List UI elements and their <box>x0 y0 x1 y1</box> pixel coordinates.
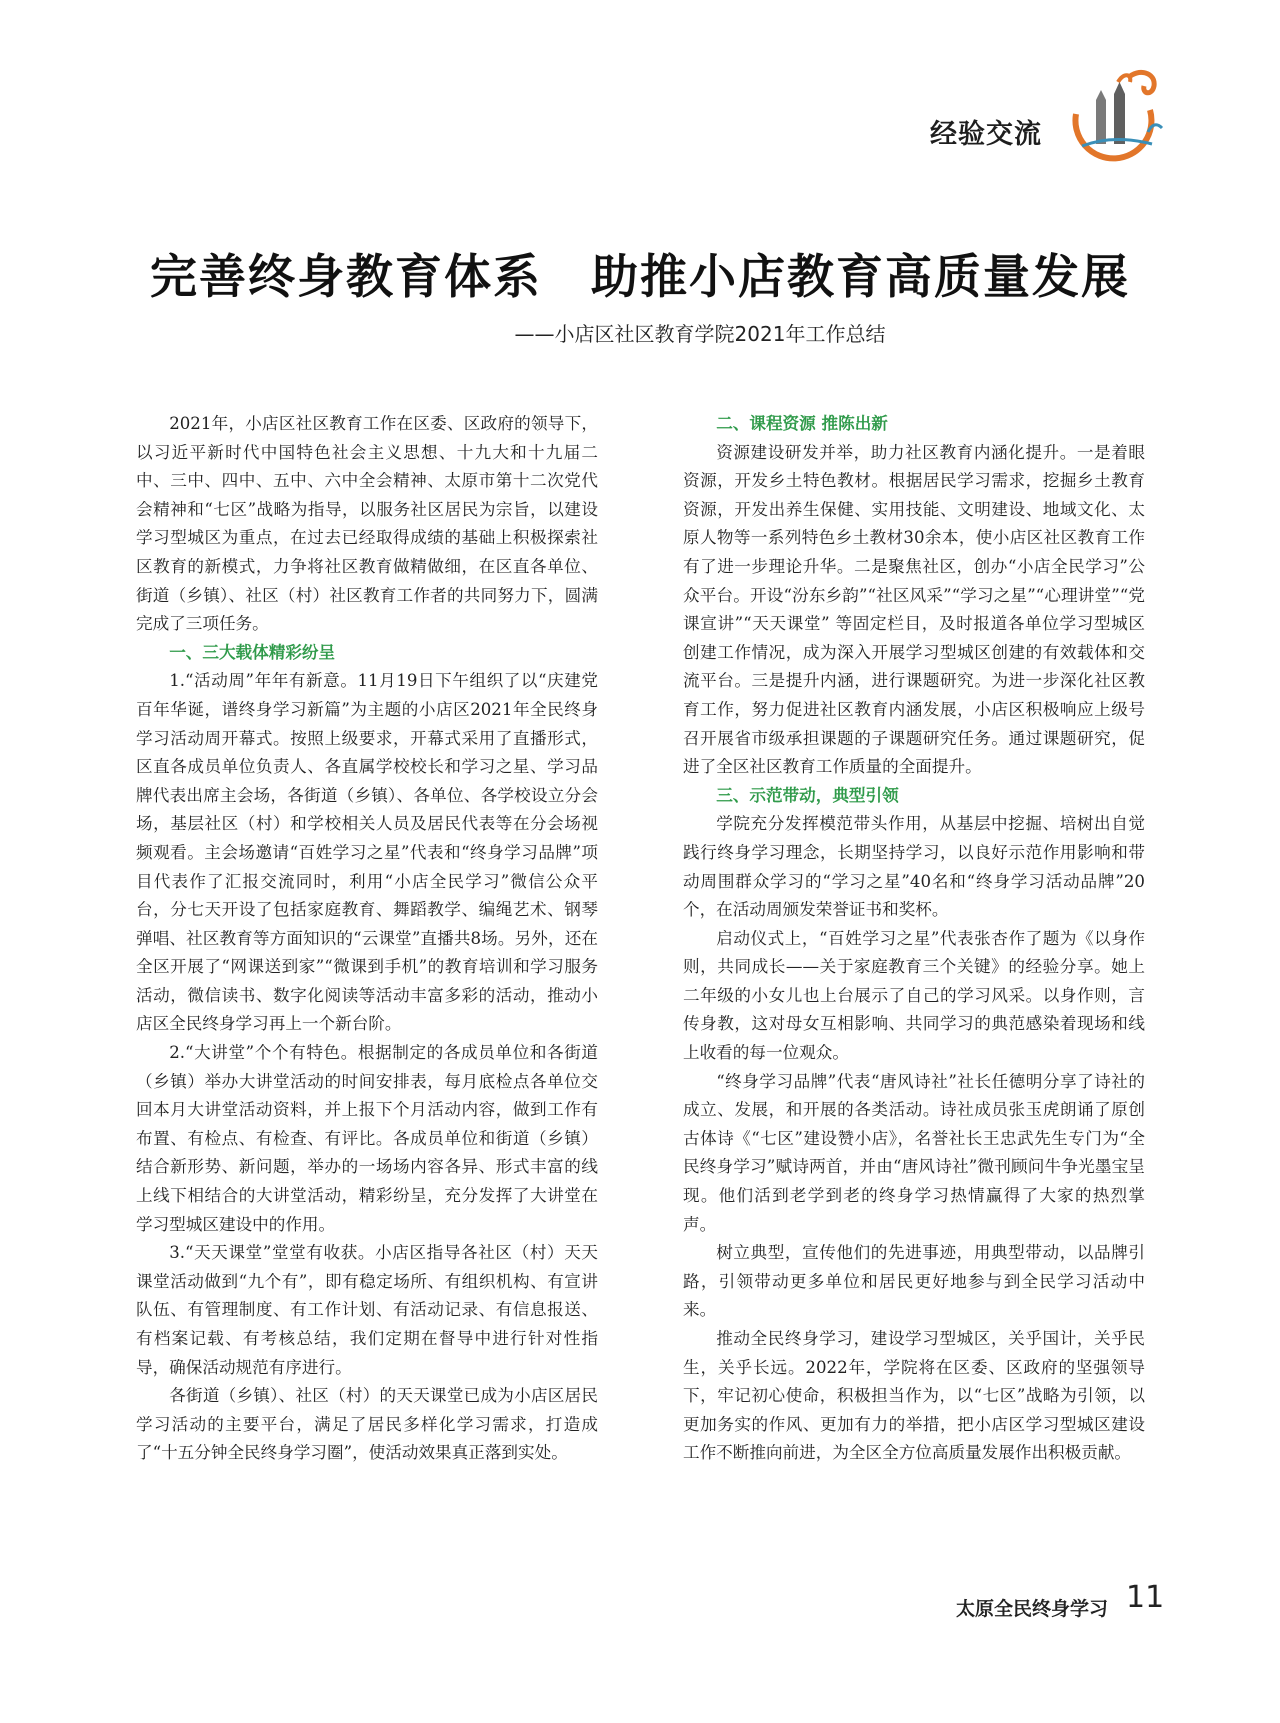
left-column <box>136 410 598 1468</box>
section-tag: 经验交流 <box>930 119 1042 150</box>
paragraph-typical-lead: 树立典型，宣传他们的先进事迹，用典型带动，以品牌引路，引领带动更多单位和居民更好地参与到全民学习活动中来。 <box>683 1243 1145 1320</box>
article-title: 完善终身教育体系 助推小店教育高质量发展 <box>150 250 1130 305</box>
publication-name: 太原全民终身学习 <box>956 1598 1109 1620</box>
paragraph-poetry-society: “终身学习品牌”代表“唐风诗社”社长任德明分享了诗社的成立、发展，和开展的各类活动。诗社成员张玉虎朗诵了原创古体诗《“七区”建设赞小店》，名誉社长王忠武先生专门为“全民终身学习”赋诗两首，并由“唐风诗社”微刊顾问牛争光墨宝呈现。他们活到老学到老的终身学习热情赢得了大家的热烈掌声。 <box>683 1071 1145 1234</box>
paragraph-ceremony: 启动仪式上，“百姓学习之星”代表张杏作了题为《以身作则，共同成长——关于家庭教育三个关键》的经验分享。她上二年级的小女儿也上台展示了自己的学习风采。以身作则，言传身教，这对母女互相影响、共同学习的典范感染着现场和线上收看的每一位观众。 <box>683 928 1145 1063</box>
paragraph-activity-week: 1.“活动周”年年有新意。11月19日下午组织了以“庆建党百年华诞，谱终身学习新篇”为主题的小店区2021年全民终身学习活动周开幕式。按照上级要求，开幕式采用了直播形式，区直各成员单位负责人、各直属学校校长和学习之星、学习品牌代表出席主会场，各街道（乡镇）、各单位、各学校设立分会场，基层社区（村）和学校相关人员及居民代表等在分会场视频观看。主会场邀请“百姓学习之星”代表和“终身学习品牌”项目代表作了汇报交流同时，利用“小店全民学习”微信公众平台，分七天开设了包括家庭教育、舞蹈教学、编绳艺术、钢琴弹唱、社区教育等方面知识的“云课堂”直播共8场。另外，还在全区开展了“网课送到家”“微课到手机”的教育培训和学习服务活动，微信读书、数字化阅读等活动丰富多彩的活动，推动小店区全民终身学习再上一个新台阶。 <box>136 671 598 1034</box>
article-subtitle: ——小店区社区教育学院2021年工作总结 <box>514 322 886 346</box>
towers-emblem-icon <box>1058 64 1168 164</box>
section-heading-1: 一、三大载体精彩纷呈 <box>169 642 336 662</box>
paragraph-resources: 资源建设研发并举，助力社区教育内涵化提升。一是着眼资源，开发乡土特色教材。根据居民学习需求，挖掘乡土教育资源，开发出养生保健、实用技能、文明建设、地域文化、太原人物等一系列特色乡土教材30余本，使小店区社区教育工作有了进一步理论升华。二是聚焦社区，创办“小店全民学习”公众平台。开设“汾东乡韵”“社区风采”“学习之星”“心理讲堂”“党课宣讲”“天天课堂” 等固定栏目，及时报道各单位学习型城区创建工作情况，成为深入开展学习型城区创建的有效载体和交流平台。三是提升内涵，进行课题研究。为进一步深化社区教育工作，努力促进社区教育内涵发展，小店区积极响应上级号召开展省市级承担课题的子课题研究任务。通过课题研究，促进了全区社区教育工作质量的全面提升。 <box>683 442 1145 777</box>
paragraph-intro: 2021年，小店区社区教育工作在区委、区政府的领导下，以习近平新时代中国特色社会主义思想、十九大和十九届二中、三中、四中、五中、六中全会精神、太原市第十二次党代会精神和“七区”战略为指导，以服务社区居民为宗旨，以建设学习型城区为重点，在过去已经取得成绩的基础上积极探索社区教育的新模式，力争将社区教育做精做细，在区直各单位、街道（乡镇）、社区（村）社区教育工作者的共同努力下，圆满完成了三项任务。 <box>136 414 598 634</box>
page-number: 11 <box>1126 1580 1165 1615</box>
section-heading-3: 三、示范带动，典型引领 <box>716 785 899 805</box>
paragraph-daily-class: 3.“天天课堂”堂堂有收获。小店区指导各社区（村）天天课堂活动做到“九个有”，即有稳定场所、有组织机构、有宣讲队伍、有管理制度、有工作计划、有活动记录、有信息报送、有档案记载、有考核总结，我们定期在督导中进行针对性指导，确保活动规范有序进行。 <box>136 1243 598 1377</box>
paragraph-conclusion: 推动全民终身学习，建设学习型城区，关乎国计，关乎民生，关乎长远。2022年，学院将在区委、区政府的坚强领导下，牢记初心使命，积极担当作为，以“七区”战略为引领，以更加务实的作风、更加有力的举措，把小店区学习型城区建设工作不断推向前进，为全区全方位高质量发展作出积极贡献。 <box>683 1329 1145 1463</box>
paragraph-role-models: 学院充分发挥模范带头作用，从基层中挖掘、培树出自觉践行终身学习理念，长期坚持学习，以良好示范作用影响和带动周围群众学习的“学习之星”40名和“终身学习活动品牌”20个，在活动周颁发荣誉证书和奖杯。 <box>683 814 1145 920</box>
paragraph-lecture-hall: 2.“大讲堂”个个有特色。根据制定的各成员单位和各街道（乡镇）举办大讲堂活动的时间安排表，每月底检点各单位交回本月大讲堂活动资料，并上报下个月活动内容，做到工作有布置、有检点、有检查、有评比。各成员单位和街道（乡镇）结合新形势、新问题，举办的一场场内容各异、形式丰富的线上线下相结合的大讲堂活动，精彩纷呈，充分发挥了大讲堂在学习型城区建设中的作用。 <box>136 1043 598 1234</box>
paragraph-daily-class-result: 各街道（乡镇）、社区（村）的天天课堂已成为小店区居民学习活动的主要平台，满足了居民多样化学习需求，打造成了“十五分钟全民终身学习圈”，使活动效果真正落到实处。 <box>136 1386 598 1463</box>
right-column <box>683 410 1145 1468</box>
section-heading-2: 二、课程资源 推陈出新 <box>716 414 888 433</box>
